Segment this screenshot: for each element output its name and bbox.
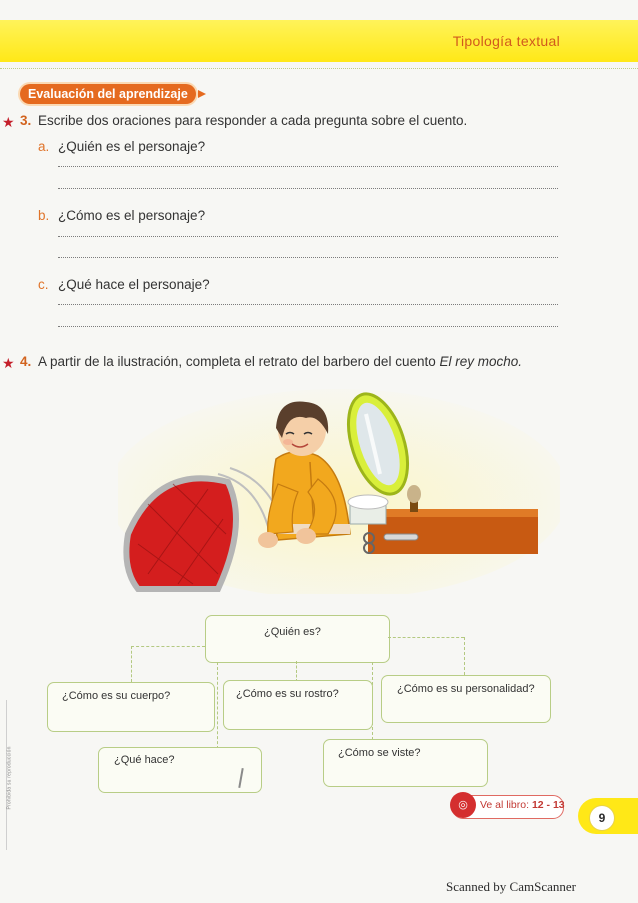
answer-line[interactable] xyxy=(58,304,558,305)
question-3-text: Escribe dos oraciones para responder a cada pregunta sobre el cuento. xyxy=(38,113,468,128)
section-badge: Evaluación del aprendizaje xyxy=(20,84,196,104)
book-glasses-icon: ◎ xyxy=(450,792,476,818)
answer-line[interactable] xyxy=(58,188,558,189)
star-icon: ★ xyxy=(2,355,15,371)
label-rostro: ¿Cómo es su rostro? xyxy=(236,688,339,700)
barber-illustration xyxy=(118,384,560,594)
header-divider xyxy=(0,68,638,75)
book-reference-text xyxy=(480,799,565,811)
connector-line xyxy=(388,637,464,638)
item-c-letter: c. xyxy=(38,277,49,292)
answer-line[interactable] xyxy=(58,166,558,167)
question-4-title: El rey mocho. xyxy=(439,354,523,369)
box-quien-es[interactable] xyxy=(205,615,390,663)
question-3-number: 3. xyxy=(20,113,32,128)
star-icon: ★ xyxy=(2,114,15,130)
margin-note: Prohibida su reproducción xyxy=(6,746,13,810)
answer-line[interactable] xyxy=(58,236,558,237)
question-4-text xyxy=(38,354,522,369)
label-quien-es: ¿Quién es? xyxy=(264,626,321,638)
book-reference-pages: 12 - 13 xyxy=(531,799,565,811)
page-number: 9 xyxy=(590,806,614,830)
question-4-main: A partir de la ilustración, completa el retrato del barbero del cuento xyxy=(38,354,436,369)
label-personalidad: ¿Cómo es su personalidad? xyxy=(397,683,535,695)
connector-line xyxy=(131,646,132,682)
item-b-text: ¿Cómo es el personaje? xyxy=(58,208,206,223)
answer-line[interactable] xyxy=(58,326,558,327)
book-reference-prefix: Ve al libro: xyxy=(480,799,530,811)
header-title: Tipología textual xyxy=(452,33,560,49)
item-c-text: ¿Qué hace el personaje? xyxy=(58,277,210,292)
label-que-hace: ¿Qué hace? xyxy=(114,754,175,766)
answer-line[interactable] xyxy=(58,257,558,258)
connector-line xyxy=(464,637,465,675)
label-cuerpo: ¿Cómo es su cuerpo? xyxy=(62,690,171,702)
question-4-number: 4. xyxy=(20,354,32,369)
connector-line xyxy=(217,662,218,754)
label-viste: ¿Cómo se viste? xyxy=(338,747,421,759)
scanner-watermark: Scanned by CamScanner xyxy=(446,879,576,894)
item-a-text: ¿Quién es el personaje? xyxy=(58,139,206,154)
item-b-letter: b. xyxy=(38,208,50,223)
item-a-letter: a. xyxy=(38,139,50,154)
connector-line xyxy=(296,661,297,682)
connector-line xyxy=(131,646,205,647)
